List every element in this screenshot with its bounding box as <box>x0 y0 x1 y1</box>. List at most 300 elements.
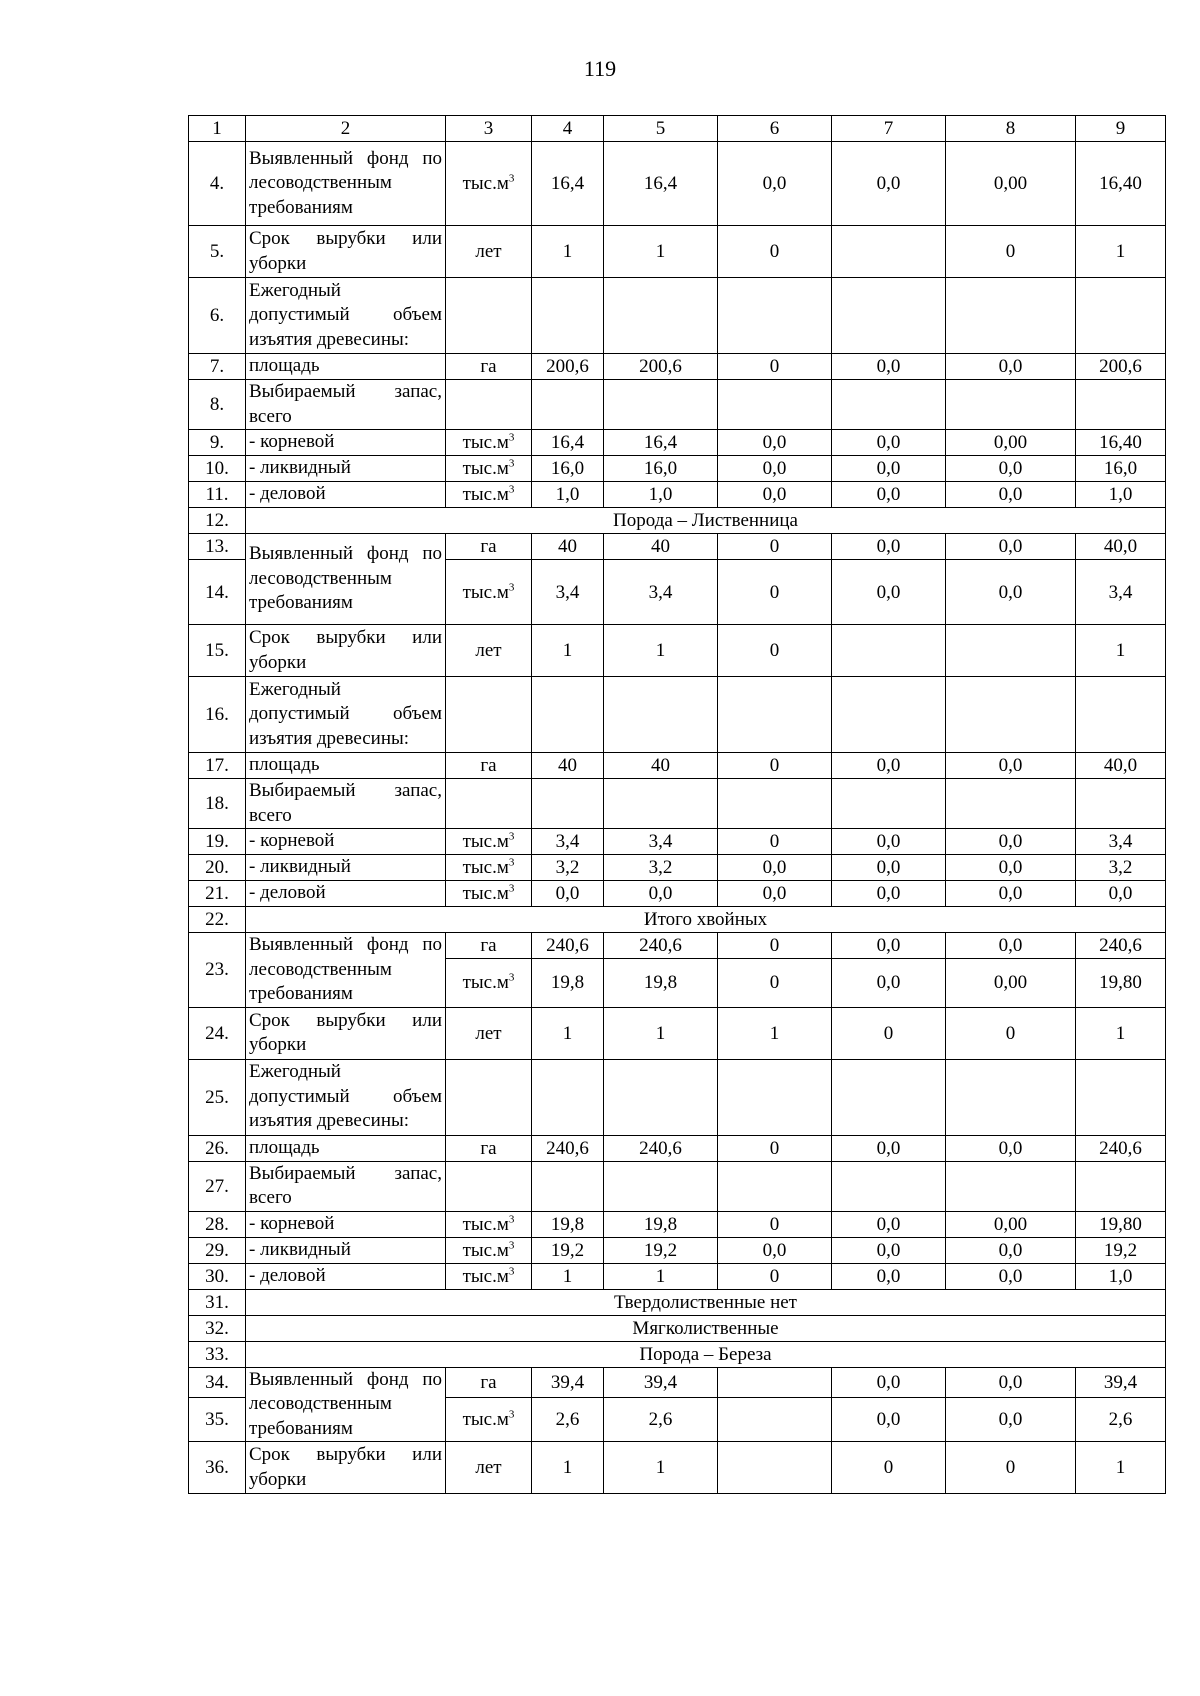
value-cell: 0,0 <box>832 482 946 508</box>
value-cell: 0,0 <box>946 855 1076 881</box>
value-cell <box>532 677 604 753</box>
unit-cell: лет <box>446 1007 532 1059</box>
value-cell: 19,8 <box>604 1211 718 1237</box>
unit-cell: га <box>446 354 532 380</box>
row-description: Выявленный фонд по лесоводственным требованиям <box>246 534 446 625</box>
value-cell: 0,0 <box>946 1237 1076 1263</box>
unit-cell: $тыс.м^3$ <box>446 959 532 1007</box>
value-cell: 240,6 <box>604 1135 718 1161</box>
value-cell: 16,4 <box>532 430 604 456</box>
value-cell <box>946 1059 1076 1135</box>
value-cell: 240,6 <box>1076 933 1166 959</box>
unit-cell <box>446 1059 532 1135</box>
unit-cell: га <box>446 1135 532 1161</box>
value-cell: 40 <box>532 753 604 779</box>
value-cell <box>532 1161 604 1211</box>
value-cell <box>718 1367 832 1397</box>
value-cell <box>832 1059 946 1135</box>
value-cell: 0 <box>718 829 832 855</box>
value-cell: 0,0 <box>946 456 1076 482</box>
value-cell: 0 <box>718 625 832 677</box>
value-cell <box>1076 1059 1166 1135</box>
value-cell: 0 <box>718 753 832 779</box>
value-cell: 0,0 <box>832 959 946 1007</box>
value-cell: 3,4 <box>604 829 718 855</box>
table-row <box>189 753 1166 779</box>
value-cell: 0,00 <box>946 1211 1076 1237</box>
value-cell: 240,6 <box>532 933 604 959</box>
value-cell: 1 <box>1076 1442 1166 1494</box>
value-cell: 0,0 <box>718 456 832 482</box>
value-cell: 19,8 <box>604 959 718 1007</box>
table-row <box>189 625 1166 677</box>
value-cell: 16,4 <box>604 142 718 226</box>
unit-cell: $тыс.м^3$ <box>446 855 532 881</box>
value-cell: 0,0 <box>718 1237 832 1263</box>
value-cell: 2,6 <box>604 1397 718 1441</box>
column-number-header: 4 <box>532 116 604 142</box>
unit-cell: $тыс.м^3$ <box>446 829 532 855</box>
table-row <box>189 1442 1166 1494</box>
unit-cell <box>446 278 532 354</box>
value-cell: 0,0 <box>832 1263 946 1289</box>
table-row <box>189 881 1166 907</box>
column-number-header: 7 <box>832 116 946 142</box>
table-row <box>189 226 1166 278</box>
value-cell: 39,4 <box>1076 1367 1166 1397</box>
row-description: Ежегодный допустимый объем изъятия древесины: <box>246 278 446 354</box>
forest-data-table <box>188 115 1166 1494</box>
value-cell: 16,0 <box>1076 456 1166 482</box>
row-number: 28. <box>189 1211 246 1237</box>
value-cell: 1 <box>718 1007 832 1059</box>
value-cell <box>604 380 718 430</box>
value-cell: 0 <box>718 1211 832 1237</box>
row-number: 22. <box>189 907 246 933</box>
row-number: 8. <box>189 380 246 430</box>
value-cell <box>946 1161 1076 1211</box>
row-description: Выявленный фонд по лесоводственным требованиям <box>246 933 446 1008</box>
value-cell: 0,0 <box>832 1367 946 1397</box>
value-cell: 0,0 <box>946 560 1076 625</box>
value-cell: 0,0 <box>832 560 946 625</box>
table-row <box>189 482 1166 508</box>
table-row <box>189 1263 1166 1289</box>
value-cell: 200,6 <box>1076 354 1166 380</box>
table-row <box>189 829 1166 855</box>
row-description: площадь <box>246 1135 446 1161</box>
row-number: 15. <box>189 625 246 677</box>
value-cell: 1,0 <box>604 482 718 508</box>
value-cell: 0 <box>718 1135 832 1161</box>
row-description: - корневой <box>246 829 446 855</box>
value-cell: 1 <box>604 1007 718 1059</box>
row-number: 7. <box>189 354 246 380</box>
value-cell <box>832 380 946 430</box>
column-number-header: 9 <box>1076 116 1166 142</box>
unit-cell: $тыс.м^3$ <box>446 1397 532 1441</box>
value-cell: 3,4 <box>532 829 604 855</box>
value-cell: 0 <box>718 1263 832 1289</box>
value-cell <box>718 779 832 829</box>
row-description: площадь <box>246 354 446 380</box>
value-cell: 16,0 <box>532 456 604 482</box>
row-number: 4. <box>189 142 246 226</box>
value-cell: 40,0 <box>1076 534 1166 560</box>
row-number: 6. <box>189 278 246 354</box>
value-cell: 1 <box>604 1442 718 1494</box>
row-number: 30. <box>189 1263 246 1289</box>
value-cell <box>604 779 718 829</box>
unit-cell: га <box>446 534 532 560</box>
value-cell: 0,0 <box>718 855 832 881</box>
row-description: Выбираемый запас, всего <box>246 380 446 430</box>
table-row <box>189 907 1166 933</box>
value-cell: 39,4 <box>604 1367 718 1397</box>
row-number: 14. <box>189 560 246 625</box>
value-cell: 240,6 <box>1076 1135 1166 1161</box>
section-heading: Итого хвойных <box>246 907 1166 933</box>
value-cell: 0,0 <box>832 829 946 855</box>
row-number: 17. <box>189 753 246 779</box>
value-cell: 1 <box>1076 1007 1166 1059</box>
value-cell: 3,4 <box>604 560 718 625</box>
row-number: 12. <box>189 508 246 534</box>
table-row <box>189 1289 1166 1315</box>
value-cell: 19,80 <box>1076 1211 1166 1237</box>
row-number: 11. <box>189 482 246 508</box>
value-cell: 0 <box>718 354 832 380</box>
value-cell: 0 <box>832 1442 946 1494</box>
value-cell: 0 <box>718 560 832 625</box>
value-cell: 1 <box>604 625 718 677</box>
row-description: Срок вырубки или уборки <box>246 1442 446 1494</box>
value-cell <box>532 380 604 430</box>
value-cell <box>832 278 946 354</box>
value-cell: 1 <box>604 1263 718 1289</box>
value-cell <box>718 1397 832 1441</box>
value-cell <box>1076 380 1166 430</box>
unit-cell: га <box>446 1367 532 1397</box>
unit-cell: лет <box>446 226 532 278</box>
value-cell <box>604 1059 718 1135</box>
value-cell: 240,6 <box>604 933 718 959</box>
value-cell: 19,8 <box>532 959 604 1007</box>
value-cell <box>718 380 832 430</box>
value-cell <box>532 1059 604 1135</box>
row-number: 9. <box>189 430 246 456</box>
value-cell: 0,0 <box>832 855 946 881</box>
value-cell <box>946 677 1076 753</box>
table-row <box>189 1161 1166 1211</box>
value-cell: 0,0 <box>946 933 1076 959</box>
value-cell <box>532 779 604 829</box>
table-row <box>189 380 1166 430</box>
unit-cell: $тыс.м^3$ <box>446 881 532 907</box>
row-description: - деловой <box>246 881 446 907</box>
row-number: 23. <box>189 933 246 1008</box>
value-cell <box>718 278 832 354</box>
value-cell <box>832 1161 946 1211</box>
row-number: 34. <box>189 1367 246 1397</box>
value-cell: 0,0 <box>832 753 946 779</box>
unit-cell: га <box>446 933 532 959</box>
unit-cell: $тыс.м^3$ <box>446 1263 532 1289</box>
value-cell: 0 <box>718 933 832 959</box>
column-number-header: 6 <box>718 116 832 142</box>
value-cell: 1,0 <box>532 482 604 508</box>
row-description: - ликвидный <box>246 855 446 881</box>
value-cell <box>532 278 604 354</box>
table-row <box>189 855 1166 881</box>
section-heading: Порода – Лиственница <box>246 508 1166 534</box>
value-cell: 0,0 <box>832 881 946 907</box>
value-cell: 40,0 <box>1076 753 1166 779</box>
value-cell <box>718 677 832 753</box>
value-cell: 0,00 <box>946 430 1076 456</box>
value-cell: 0,0 <box>832 933 946 959</box>
value-cell: 1 <box>1076 625 1166 677</box>
value-cell: 0 <box>832 1007 946 1059</box>
value-cell: 0,0 <box>946 881 1076 907</box>
row-description: Выбираемый запас, всего <box>246 1161 446 1211</box>
value-cell: 240,6 <box>532 1135 604 1161</box>
value-cell: 0,0 <box>946 753 1076 779</box>
row-description: Выявленный фонд по лесоводственным требованиям <box>246 142 446 226</box>
value-cell: 0,0 <box>946 1397 1076 1441</box>
value-cell: 16,40 <box>1076 142 1166 226</box>
table-row <box>189 779 1166 829</box>
value-cell: 39,4 <box>532 1367 604 1397</box>
table-row <box>189 933 1166 959</box>
unit-cell <box>446 1161 532 1211</box>
value-cell: 1 <box>1076 226 1166 278</box>
value-cell <box>604 677 718 753</box>
value-cell: 1 <box>532 1263 604 1289</box>
value-cell <box>946 380 1076 430</box>
unit-cell: $тыс.м^3$ <box>446 456 532 482</box>
value-cell: 1 <box>604 226 718 278</box>
table-row <box>189 1237 1166 1263</box>
value-cell: 1 <box>532 1007 604 1059</box>
value-cell: 16,40 <box>1076 430 1166 456</box>
row-number: 26. <box>189 1135 246 1161</box>
row-description: - деловой <box>246 482 446 508</box>
column-number-header: 1 <box>189 116 246 142</box>
table-row <box>189 534 1166 560</box>
row-description: - корневой <box>246 1211 446 1237</box>
row-number: 29. <box>189 1237 246 1263</box>
table-row <box>189 1211 1166 1237</box>
row-number: 13. <box>189 534 246 560</box>
row-description: - корневой <box>246 430 446 456</box>
value-cell <box>604 278 718 354</box>
value-cell <box>946 779 1076 829</box>
value-cell: 3,2 <box>604 855 718 881</box>
row-number: 27. <box>189 1161 246 1211</box>
row-number: 31. <box>189 1289 246 1315</box>
row-description: - ликвидный <box>246 456 446 482</box>
value-cell: 19,2 <box>532 1237 604 1263</box>
value-cell <box>1076 1161 1166 1211</box>
table-row <box>189 1059 1166 1135</box>
value-cell: 1 <box>532 625 604 677</box>
row-number: 35. <box>189 1397 246 1441</box>
unit-cell <box>446 380 532 430</box>
value-cell <box>1076 677 1166 753</box>
value-cell: 0 <box>718 534 832 560</box>
value-cell: 16,0 <box>604 456 718 482</box>
value-cell <box>946 625 1076 677</box>
unit-cell: $тыс.м^3$ <box>446 560 532 625</box>
value-cell: 0 <box>946 226 1076 278</box>
unit-cell: $тыс.м^3$ <box>446 430 532 456</box>
row-number: 33. <box>189 1341 246 1367</box>
value-cell: 0,0 <box>832 354 946 380</box>
row-number: 5. <box>189 226 246 278</box>
value-cell <box>832 779 946 829</box>
value-cell: 200,6 <box>604 354 718 380</box>
table-row <box>189 1367 1166 1397</box>
row-description: - ликвидный <box>246 1237 446 1263</box>
value-cell <box>1076 278 1166 354</box>
value-cell <box>946 278 1076 354</box>
section-heading: Твердолиственные нет <box>246 1289 1166 1315</box>
row-number: 25. <box>189 1059 246 1135</box>
value-cell: 0,0 <box>832 1135 946 1161</box>
value-cell: 0,0 <box>832 1397 946 1441</box>
row-number: 21. <box>189 881 246 907</box>
row-description: Срок вырубки или уборки <box>246 226 446 278</box>
value-cell: 40 <box>604 753 718 779</box>
row-description: - деловой <box>246 1263 446 1289</box>
value-cell: 0,0 <box>832 1211 946 1237</box>
table-row <box>189 677 1166 753</box>
value-cell: 0,0 <box>946 1263 1076 1289</box>
value-cell: 0,0 <box>718 142 832 226</box>
header-row <box>189 116 1166 142</box>
value-cell: 0,0 <box>832 534 946 560</box>
row-description: Срок вырубки или уборки <box>246 1007 446 1059</box>
value-cell: 40 <box>604 534 718 560</box>
row-number: 19. <box>189 829 246 855</box>
value-cell: 0,0 <box>946 354 1076 380</box>
table-row <box>189 1007 1166 1059</box>
value-cell: 0,0 <box>604 881 718 907</box>
section-heading: Мягколиственные <box>246 1315 1166 1341</box>
value-cell: 0 <box>718 959 832 1007</box>
row-description: Ежегодный допустимый объем изъятия древесины: <box>246 677 446 753</box>
value-cell: 0,0 <box>718 430 832 456</box>
value-cell: 0 <box>946 1007 1076 1059</box>
value-cell <box>604 1161 718 1211</box>
value-cell <box>718 1442 832 1494</box>
value-cell: 0,0 <box>832 430 946 456</box>
unit-cell: $тыс.м^3$ <box>446 142 532 226</box>
value-cell: 0,0 <box>832 142 946 226</box>
table-row <box>189 1341 1166 1367</box>
value-cell: 0,0 <box>718 881 832 907</box>
table-row <box>189 456 1166 482</box>
column-number-header: 8 <box>946 116 1076 142</box>
value-cell: 3,2 <box>1076 855 1166 881</box>
row-description: Ежегодный допустимый объем изъятия древесины: <box>246 1059 446 1135</box>
row-description: Срок вырубки или уборки <box>246 625 446 677</box>
value-cell: 0,0 <box>946 829 1076 855</box>
value-cell <box>718 1161 832 1211</box>
unit-cell: $тыс.м^3$ <box>446 482 532 508</box>
unit-cell: га <box>446 753 532 779</box>
value-cell: 0,00 <box>946 959 1076 1007</box>
value-cell <box>718 1059 832 1135</box>
unit-cell: лет <box>446 625 532 677</box>
section-heading: Порода – Береза <box>246 1341 1166 1367</box>
column-number-header: 2 <box>246 116 446 142</box>
value-cell: 1,0 <box>1076 1263 1166 1289</box>
value-cell: 2,6 <box>532 1397 604 1441</box>
value-cell: 0,0 <box>532 881 604 907</box>
column-number-header: 5 <box>604 116 718 142</box>
row-description: Выбираемый запас, всего <box>246 779 446 829</box>
row-number: 16. <box>189 677 246 753</box>
value-cell <box>832 625 946 677</box>
value-cell: 0,0 <box>832 456 946 482</box>
value-cell: 40 <box>532 534 604 560</box>
value-cell: 16,4 <box>604 430 718 456</box>
table-row <box>189 508 1166 534</box>
value-cell <box>1076 779 1166 829</box>
table-row <box>189 1315 1166 1341</box>
column-number-header: 3 <box>446 116 532 142</box>
row-description: Выявленный фонд по лесоводственным требованиям <box>246 1367 446 1442</box>
table-row <box>189 430 1166 456</box>
value-cell <box>832 226 946 278</box>
value-cell: 0,0 <box>946 1367 1076 1397</box>
unit-cell <box>446 779 532 829</box>
row-number: 10. <box>189 456 246 482</box>
unit-cell: $тыс.м^3$ <box>446 1211 532 1237</box>
value-cell: 0,0 <box>718 482 832 508</box>
page-number: 119 <box>583 56 617 81</box>
value-cell <box>832 677 946 753</box>
value-cell: 2,6 <box>1076 1397 1166 1441</box>
value-cell: 0,0 <box>1076 881 1166 907</box>
unit-cell <box>446 677 532 753</box>
value-cell: 0,0 <box>946 1135 1076 1161</box>
table-row <box>189 142 1166 226</box>
row-number: 20. <box>189 855 246 881</box>
row-number: 36. <box>189 1442 246 1494</box>
unit-cell: лет <box>446 1442 532 1494</box>
value-cell: 3,4 <box>1076 829 1166 855</box>
value-cell: 0 <box>718 226 832 278</box>
row-number: 18. <box>189 779 246 829</box>
row-description: площадь <box>246 753 446 779</box>
value-cell: 1 <box>532 226 604 278</box>
value-cell: 3,4 <box>1076 560 1166 625</box>
value-cell: 3,2 <box>532 855 604 881</box>
value-cell: 16,4 <box>532 142 604 226</box>
table-row <box>189 278 1166 354</box>
value-cell: 0,0 <box>946 534 1076 560</box>
value-cell: 19,8 <box>532 1211 604 1237</box>
row-number: 24. <box>189 1007 246 1059</box>
value-cell: 1,0 <box>1076 482 1166 508</box>
value-cell: 0 <box>946 1442 1076 1494</box>
value-cell: 0,0 <box>946 482 1076 508</box>
table-row <box>189 1135 1166 1161</box>
value-cell: 200,6 <box>532 354 604 380</box>
